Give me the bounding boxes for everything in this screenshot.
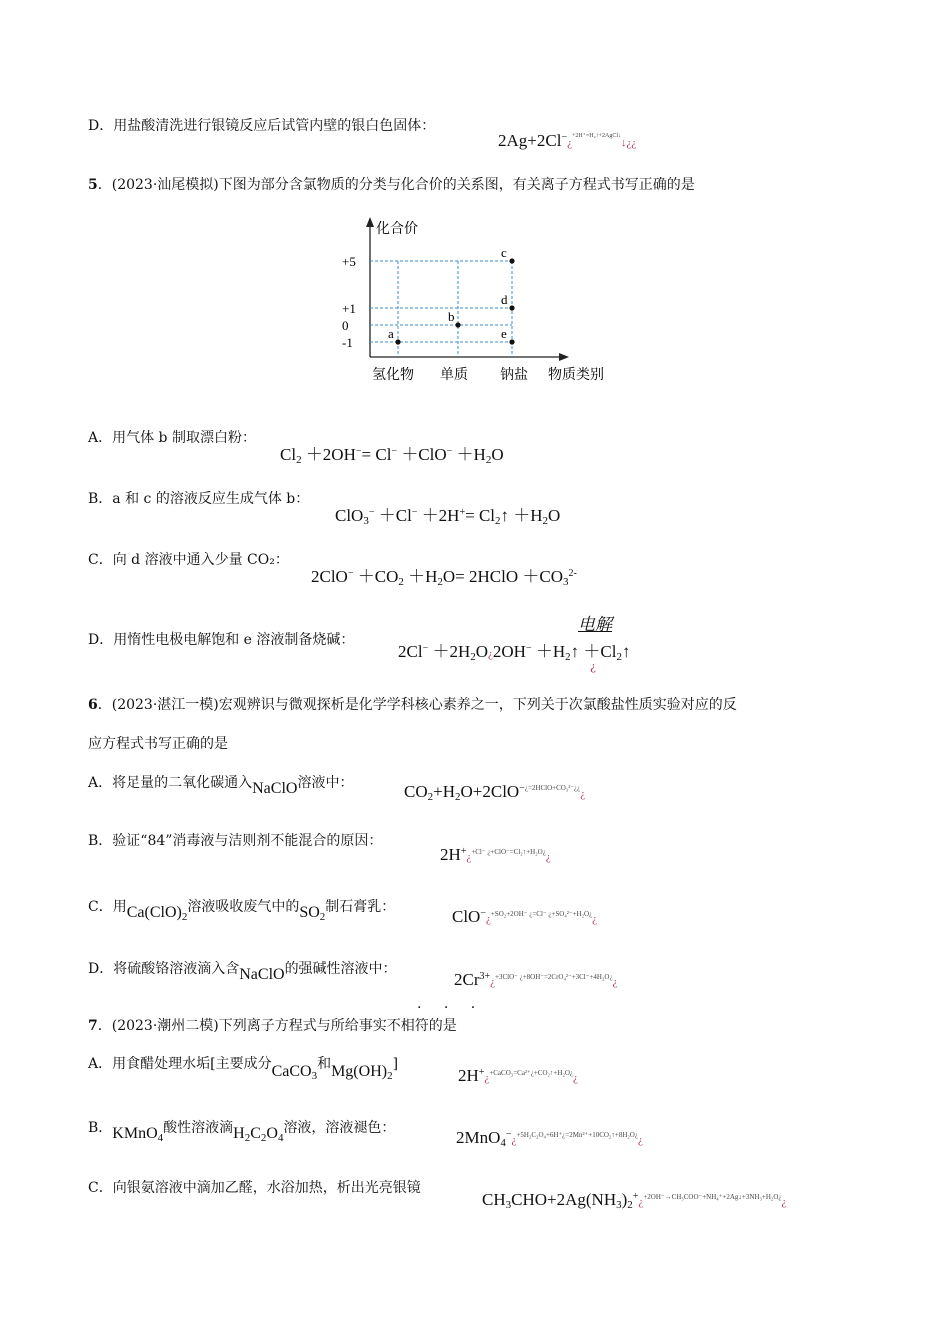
y-tick-label: -1	[342, 335, 353, 350]
q7-option-c-equation: $CH_3CHO+2Ag(NH_3)_2^+¿^{+2OH^-\to CH_3COO^-+NH_4^++2Ag↓+3NH_3+H_2O¿}¿$	[482, 1190, 787, 1211]
q5-stem: 5．(2023·汕尾模拟)下图为部分含氯物质的分类与化合价的关系图，有关离子方程式书写正确的是	[88, 177, 695, 193]
q7-option-c: C．向银氨溶液中滴加乙醛，水浴加热，析出光亮银镜	[88, 1180, 421, 1196]
q5-option-b-equation: $ClO_3^- +Cl^- +2H^+= Cl_2↑ +H_2O$	[335, 506, 561, 527]
q5-option-d: D．用惰性电极电解饱和 e 溶液制备烧碱：	[88, 632, 355, 648]
q7-option-a: A．用食醋处理水垢[主要成分CaCO$_3$和$Mg(OH)_2$]	[88, 1056, 399, 1082]
y-axis-label: 化合价	[376, 222, 418, 237]
q5-option-b: B．a 和 c 的溶液反应生成气体 b：	[88, 491, 310, 507]
q6-option-a-equation: $CO_2+H_2O+2ClO^{-¿=2HClO+CO_3^{2-}¿¿}¿$	[404, 782, 586, 803]
q6-stem-line2: 应方程式书写正确的是	[88, 736, 228, 752]
y-tick-label: +1	[342, 301, 356, 316]
q7-option-a-equation: 2H+¿$^{+CaCO_3=Ca^{2+}¿+CO_2↑+H_2O¿}$¿	[458, 1066, 578, 1085]
valence-category-chart	[340, 215, 620, 390]
q5-option-d-condition: 电解	[578, 615, 612, 634]
q5-option-c: C．向 d 溶液中通入少量 CO₂：	[88, 552, 289, 568]
point-e	[509, 339, 514, 344]
q6-option-b: B．验证“84”消毒液与洁则剂不能混合的原因：	[88, 833, 383, 849]
x-axis-label: 物质类别	[548, 368, 604, 383]
point-label-c: c	[501, 245, 507, 260]
q4-option-d: D．用盐酸清洗进行银镜反应后试管内壁的银白色固体：	[88, 118, 436, 134]
point-a	[395, 339, 400, 344]
x-category-label: 氢化物	[372, 368, 414, 383]
point-d	[509, 305, 514, 310]
q4-option-d-equation: 2Ag+2Cl−¿$^{+2H^+=H_2↑+2AgCl↓}$↓¿¿	[498, 131, 637, 150]
q7-option-b-equation: 2MnO$_4$−¿$^{+5H_2C_2O_4+6H^+¿=2Mn^{2+}+10CO_2↑+8H_2O¿}$¿	[456, 1128, 643, 1149]
q6-stem-line1: 6．(2023·湛江一模)宏观辨识与微观探析是化学学科核心素养之一，下列关于次氯酸盐性质实验对应的反	[88, 697, 737, 713]
point-c	[509, 258, 514, 263]
point-label-a: a	[388, 326, 394, 341]
point-b	[455, 322, 460, 327]
q6-option-c: C．用$Ca(ClO)_2$溶液吸收废气中的$SO_2$制石膏乳：	[88, 899, 396, 923]
emphasis-dots: · · ·	[417, 1000, 485, 1016]
point-label-b: b	[448, 309, 455, 324]
q6-option-b-equation: 2H+¿$^{+Cl^- ¿+ClO^-=Cl_2↑+H_2O¿}$¿	[440, 845, 551, 864]
point-label-e: e	[501, 326, 507, 341]
q6-option-a: A．将足量的二氧化碳通入NaClO溶液中：	[88, 775, 354, 797]
q5-option-a-equation: $Cl_2 +2OH^-= Cl^- +ClO^- +H_2O$	[280, 445, 504, 466]
q5-option-c-equation: $2ClO^- +CO_2 +H_2O=$ 2HClO $+CO_3^{2-}$	[311, 567, 577, 588]
x-category-label: 钠盐	[500, 368, 528, 383]
q6-option-d: D．将硫酸铬溶液滴入含NaClO的强碱性溶液中：	[88, 961, 397, 983]
q7-stem: 7．(2023·潮州二模)下列离子方程式与所给事实不相符的是	[88, 1018, 457, 1034]
y-tick-label: 0	[342, 318, 349, 333]
q6-option-c-equation: ClO−¿$^{+SO_2+2OH^- ¿=Cl^- ¿+SO_4^{2-}+H_2O¿}$¿	[452, 907, 598, 926]
y-tick-label: +5	[342, 254, 356, 269]
q6-option-d-equation: $2Cr^{3+}¿^{+3ClO^- ¿+8OH^-=2CrO_4^{2-}+3Cl^-+4H_2O¿}¿$	[454, 970, 618, 989]
x-category-label: 单质	[440, 368, 468, 383]
q5-option-a: A．用气体 b 制取漂白粉：	[88, 430, 256, 446]
point-label-d: d	[501, 292, 508, 307]
q5-option-d-equation: $2Cl^- +2H_2O¿2OH^-$ $+H_2↑$ $+Cl_2↑$	[398, 642, 631, 663]
q7-option-b: B．KMnO$_4$酸性溶液滴$H_2C_2O_4$溶液，溶液褪色：	[88, 1120, 396, 1144]
